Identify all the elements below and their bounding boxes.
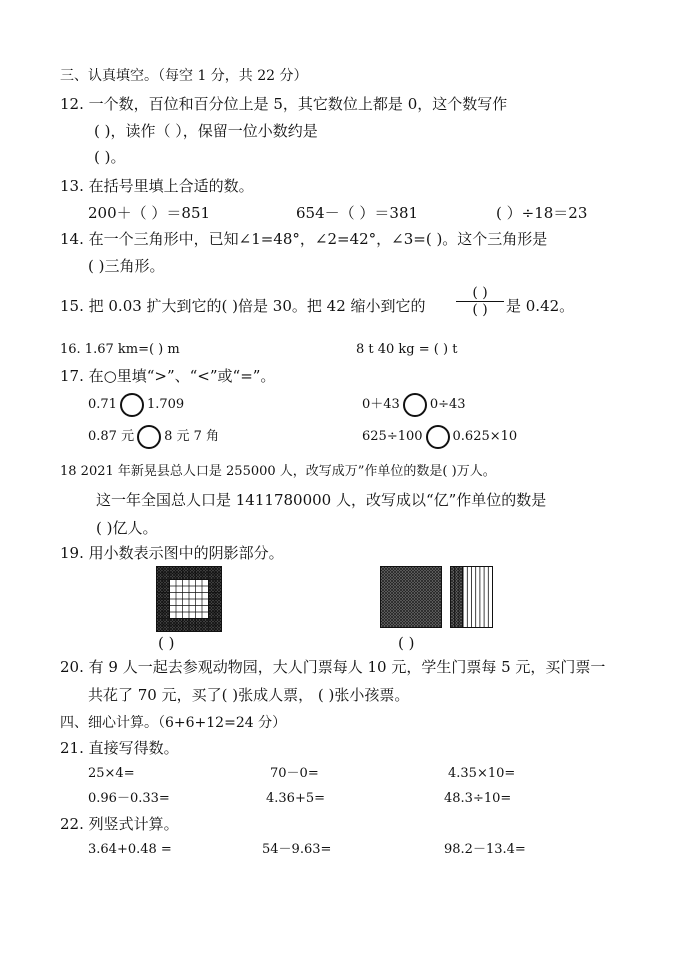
- q14-line1: 14. 在一个三角形中，已知∠1=48°，∠2=42°，∠3=( )。这个三角形是: [60, 230, 548, 248]
- q13-expr-a: 200＋（ ）＝851: [88, 204, 211, 222]
- q21-item: 4.36+5=: [266, 791, 326, 806]
- q22-item: 3.64+0.48 =: [88, 842, 172, 857]
- q21-title: 21. 直接写得数。: [60, 739, 179, 757]
- q12-line2: ( )，读作（ ），保留一位小数约是: [94, 122, 318, 140]
- q18-line3: ( )亿人。: [96, 519, 158, 537]
- q15-fraction: [456, 286, 504, 317]
- q22-title: 22. 列竖式计算。: [60, 815, 179, 833]
- compare-circle[interactable]: [403, 393, 427, 417]
- compare-circle[interactable]: [137, 425, 161, 449]
- compare-right: 0÷43: [429, 397, 466, 412]
- q15-text-b: 是 0.42。: [506, 297, 575, 315]
- q17-row1-a: [88, 392, 184, 418]
- q21-item: 25×4=: [88, 766, 135, 781]
- compare-right: 8 元 7 角: [164, 429, 220, 444]
- q18-line2: 这一年全国总人口是 1411780000 人，改写成以“亿”作单位的数是: [96, 491, 547, 509]
- q19-blank-2: ( ): [398, 634, 415, 652]
- compare-left: 0.71: [88, 397, 117, 412]
- compare-circle[interactable]: [120, 393, 144, 417]
- q16-part-a: 16. 1.67 km=( ) m: [60, 342, 180, 357]
- q21-item: 0.96－0.33=: [88, 791, 170, 806]
- q21-item: 48.3÷10=: [444, 791, 512, 806]
- q16-part-b: 8 t 40 kg = ( ) t: [356, 342, 458, 357]
- q13-expr-b: 654－（ ）＝381: [296, 204, 419, 222]
- compare-right: 0.625×10: [452, 429, 518, 444]
- compare-left: 0.87 元: [88, 429, 135, 444]
- q19-blank-1: ( ): [158, 634, 175, 652]
- q21-item: 70－0=: [270, 766, 319, 781]
- q12-line1: 12. 一个数，百位和百分位上是 5，其它数位上都是 0，这个数写作: [60, 95, 508, 113]
- q20-line2: 共花了 70 元，买了( )张成人票， ( )张小孩票。: [88, 686, 410, 704]
- q13-expr-c: ( ）÷18＝23: [496, 204, 588, 222]
- q15-text-a: 15. 把 0.03 扩大到它的( )倍是 30。把 42 缩小到它的: [60, 297, 426, 315]
- q20-line1: 20. 有 9 人一起去参观动物园，大人门票每人 10 元，学生门票每 5 元，买门票一: [60, 658, 606, 676]
- q17-row2-a: [88, 424, 219, 450]
- q17-row1-b: [362, 392, 466, 418]
- grid-figure-1: [156, 566, 222, 632]
- compare-left: 625÷100: [362, 429, 423, 444]
- compare-left: 0＋43: [362, 397, 400, 412]
- q13-title: 13. 在括号里填上合适的数。: [60, 177, 254, 195]
- q14-line2: ( )三角形。: [88, 257, 165, 275]
- compare-circle[interactable]: [426, 425, 450, 449]
- q15-fraction-numerator: ( ): [472, 285, 488, 301]
- grid-figure-2: [380, 566, 494, 628]
- section-3-heading: 三、认真填空。（每空 1 分，共 22 分）: [60, 68, 308, 84]
- q18-line1: 18 2021 年新晃县总人口是 255000 人，改写成万”作单位的数是( )万人。: [60, 464, 496, 479]
- q19-title: 19. 用小数表示图中的阴影部分。: [60, 544, 284, 562]
- section-4-heading: 四、细心计算。（6+6+12=24 分）: [60, 715, 287, 731]
- q12-line3: ( )。: [94, 148, 126, 166]
- compare-right: 1.709: [146, 397, 185, 412]
- q17-title: 17. 在○里填“>”、“<”或“=”。: [60, 367, 276, 385]
- q21-item: 4.35×10=: [448, 766, 516, 781]
- q22-item: 54－9.63=: [262, 842, 332, 857]
- q22-item: 98.2－13.4=: [444, 842, 526, 857]
- q17-row2-b: [362, 424, 517, 450]
- q15-fraction-denominator: ( ): [472, 302, 488, 318]
